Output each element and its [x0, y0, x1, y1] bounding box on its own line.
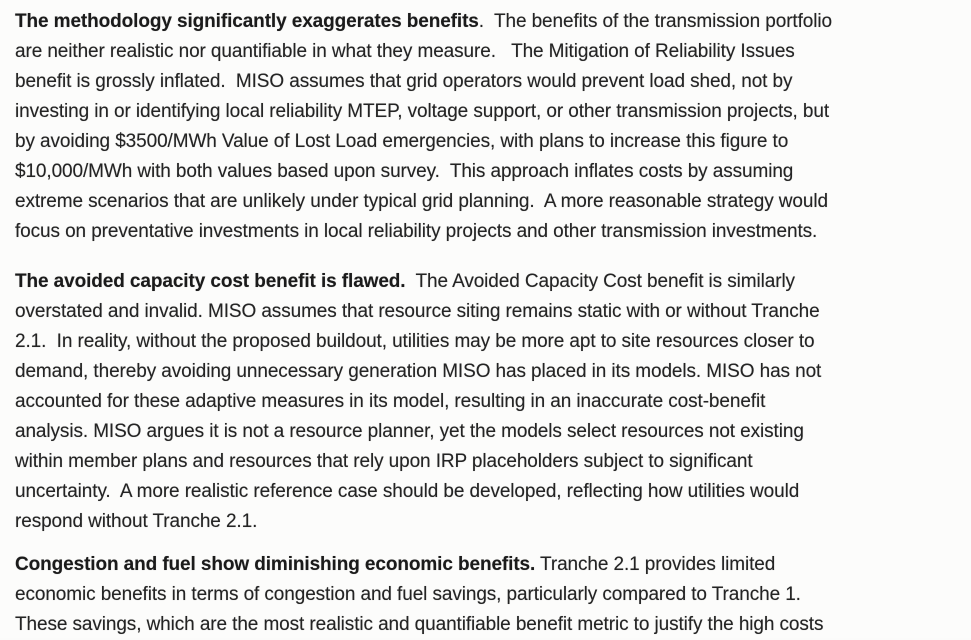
text-line: $10,000/MWh with both values based upon survey. This approach inflates costs by assuming	[15, 161, 794, 182]
text-line: focus on preventative investments in local reliability projects and other transmission investments.	[15, 221, 818, 242]
text-line: by avoiding $3500/MWh Value of Lost Load emergencies, with plans to increase this figure to	[15, 131, 789, 152]
text-line: are neither realistic nor quantifiable in what they measure. The Mitigation of Reliability Issues	[15, 41, 795, 62]
paragraph-lead-bold: The avoided capacity cost benefit is flawed.	[15, 271, 406, 292]
text-line: The avoided capacity cost benefit is flawed. The Avoided Capacity Cost benefit is similarly	[15, 271, 795, 292]
text-line: within member plans and resources that rely upon IRP placeholders subject to significant	[15, 451, 753, 472]
paragraph	[15, 7, 958, 247]
text-line: respond without Tranche 2.1.	[15, 511, 258, 532]
text-line: accounted for these adaptive measures in its model, resulting in an inaccurate cost-benefit	[15, 391, 766, 412]
text-line: demand, thereby avoiding unnecessary generation MISO has placed in its models. MISO has not	[15, 361, 822, 382]
text-line: These savings, which are the most realistic and quantifiable benefit metric to justify the high costs	[15, 614, 824, 635]
text-line: Congestion and fuel show diminishing economic benefits. Tranche 2.1 provides limited	[15, 554, 776, 575]
text-line: benefit is grossly inflated. MISO assumes that grid operators would prevent load shed, not by	[15, 71, 793, 92]
text-line: overstated and invalid. MISO assumes that resource siting remains static with or without Tranche	[15, 301, 820, 322]
paragraph-lead-bold: The methodology significantly exaggerates benefits	[15, 11, 479, 32]
text-line: The methodology significantly exaggerates benefits. The benefits of the transmission portfolio	[15, 11, 832, 32]
paragraph-lead-bold: Congestion and fuel show diminishing economic benefits.	[15, 554, 536, 575]
text-line: analysis. MISO argues it is not a resource planner, yet the models select resources not existing	[15, 421, 804, 442]
text-line: 2.1. In reality, without the proposed buildout, utilities may be more apt to site resources closer to	[15, 331, 815, 352]
text-line: uncertainty. A more realistic reference case should be developed, reflecting how utilities would	[15, 481, 800, 502]
text-line: economic benefits in terms of congestion and fuel savings, particularly compared to Tranche 1.	[15, 584, 801, 605]
paragraph	[15, 550, 958, 640]
text-line: extreme scenarios that are unlikely under typical grid planning. A more reasonable strategy would	[15, 191, 828, 212]
paragraph	[15, 267, 958, 537]
text-line: investing in or identifying local reliability MTEP, voltage support, or other transmission projects, but	[15, 101, 830, 122]
